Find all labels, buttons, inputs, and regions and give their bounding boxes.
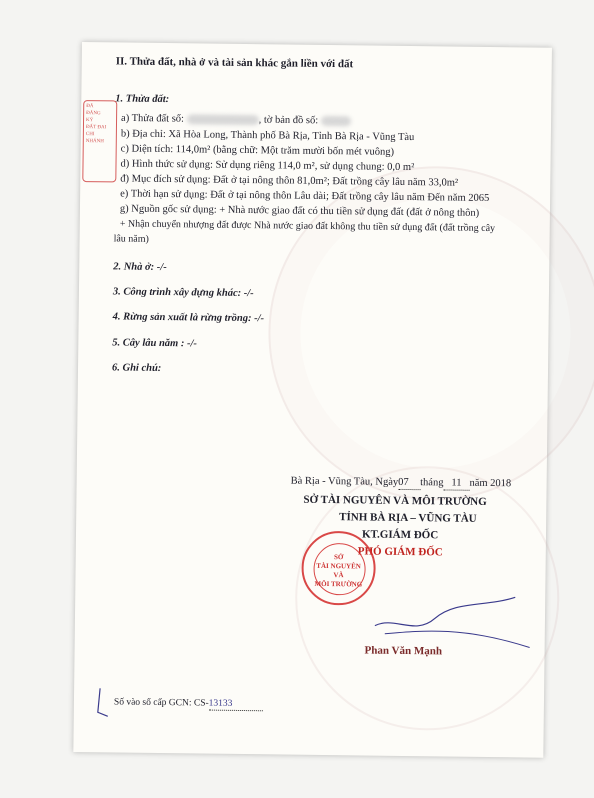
land-purpose: đ) Mục đích sử dụng: Đất ở tại nông thôn 81,0m²; Đất trồng cây lâu năm 33,0m²: [120, 173, 459, 189]
house-heading: 2. Nhà ở: -/-: [113, 261, 167, 274]
director-title: KT.GIÁM ĐỐC: [361, 528, 439, 542]
signer-name: Phan Văn Mạnh: [364, 644, 443, 658]
certificate-page: [73, 42, 552, 758]
registry-number-line: Số vào sổ cấp GCN: CS-13133: [114, 698, 263, 710]
land-address: b) Địa chỉ: Xã Hòa Long, Thành phố Bà Rịa, Tỉnh Bà Rịa - Vũng Tàu: [120, 128, 415, 144]
land-area: c) Diện tích: 114,0m² (bằng chữ: Một trăm mười bốn mét vuông): [120, 143, 395, 158]
land-parcel-line: a) Thửa đất số: , tờ bản đồ số:: [121, 113, 351, 127]
land-origin-extra-2: lâu năm): [113, 233, 149, 245]
land-origin: g) Nguồn gốc sử dụng: + Nhà nước giao đất có thu tiền sử dụng đất (đất ở nông thôn): [119, 203, 480, 219]
side-red-stamp: ĐÃ ĐĂNG KÝ ĐẤT ĐAI CHI NHÁNH: [82, 100, 117, 182]
section-heading: II. Thửa đất, nhà ở và tài sản khác gắn liền với đất: [115, 55, 354, 71]
forest-heading: 4. Rừng sản xuất là rừng trồng: -/-: [112, 311, 265, 325]
construction-heading: 3. Công trình xây dựng khác: -/-: [112, 286, 254, 300]
deputy-director-title: PHÓ GIÁM ĐỐC: [357, 545, 443, 559]
redacted-parcel-number: [187, 114, 259, 125]
official-seal: SỞ TÀI NGUYÊN VÀ MÔI TRƯỜNG: [301, 531, 376, 606]
department-name: SỞ TÀI NGUYÊN VÀ MÔI TRƯỜNG: [303, 493, 487, 508]
province-name: TỈNH BÀ RỊA – VŨNG TÀU: [339, 511, 477, 525]
land-usage-form: d) Hình thức sử dụng: Sử dụng riêng 114,0 m², sử dụng chung: 0,0 m²: [120, 158, 415, 174]
notes-heading: 6. Ghi chú:: [111, 362, 162, 374]
redacted-map-number: [321, 116, 351, 126]
land-term: e) Thời hạn sử dụng: Đất ở tại nông thôn Lâu dài; Đất trồng cây lâu năm Đến năm 2065: [120, 188, 490, 204]
place-date: Bà Rịa - Vũng Tàu, Ngày07 tháng 11 năm 2018: [290, 475, 512, 490]
land-origin-extra: + Nhận chuyển nhượng đất được Nhà nước giao đất không thu tiền sử dụng đất (đất trồng cây: [119, 218, 496, 235]
perennial-heading: 5. Cây lâu năm : -/-: [112, 337, 197, 350]
land-heading: 1. Thửa đất:: [115, 93, 170, 106]
